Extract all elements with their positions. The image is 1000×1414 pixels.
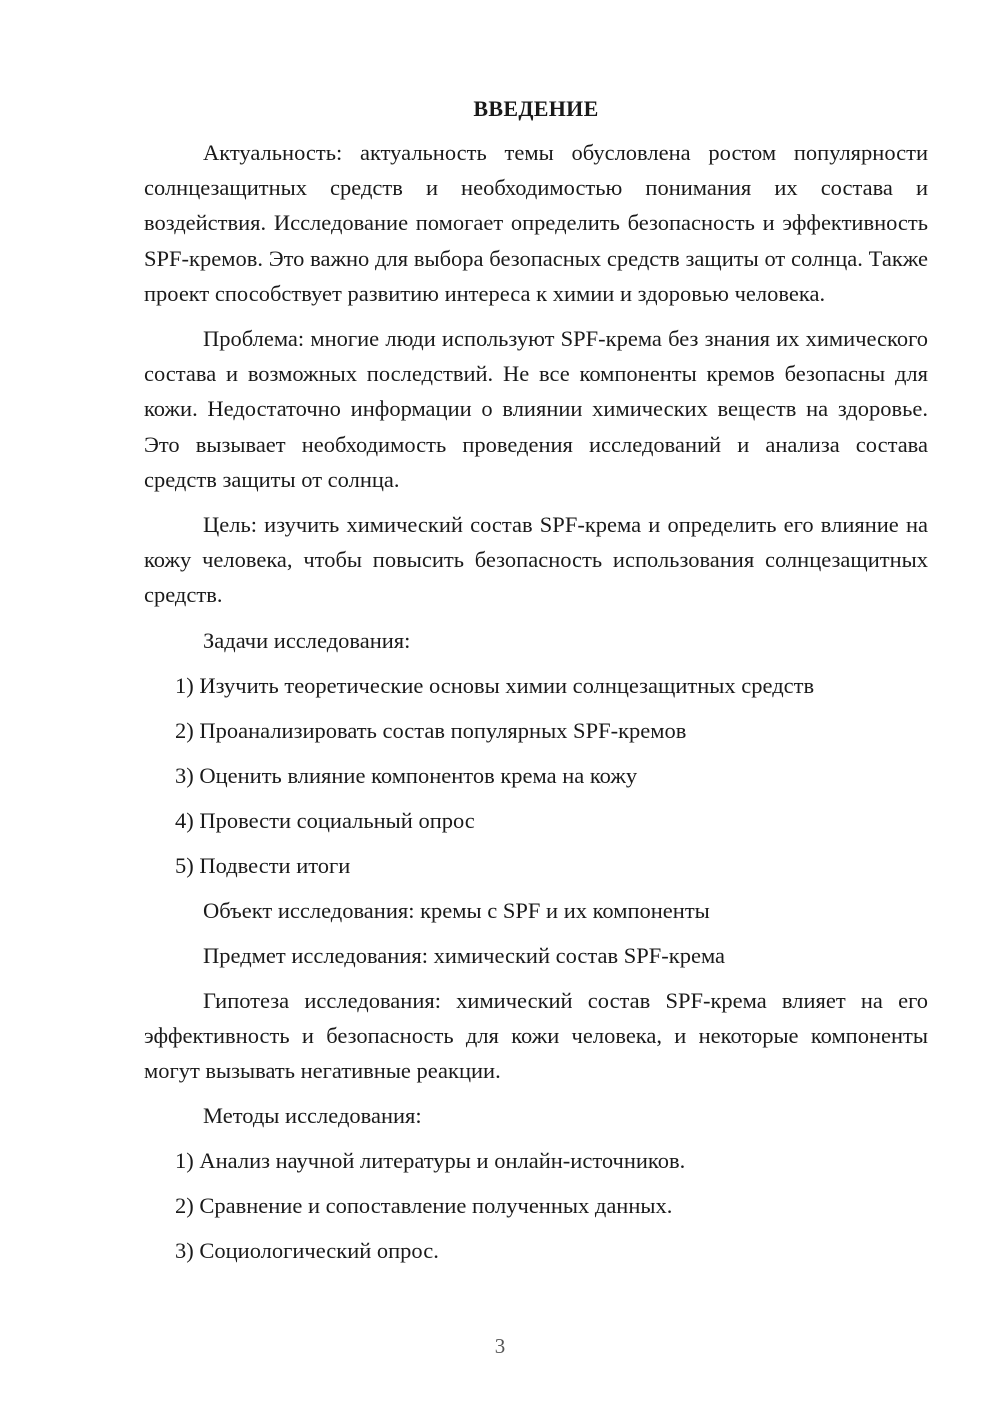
research-object: Объект исследования: кремы с SPF и их компоненты bbox=[203, 897, 710, 923]
task-item: 2) Проанализировать состав популярных SPF-кремов bbox=[175, 717, 687, 743]
research-subject: Предмет исследования: химический состав SPF-крема bbox=[203, 942, 726, 968]
page-content bbox=[144, 94, 928, 1278]
method-item: 3) Социологический опрос. bbox=[175, 1238, 439, 1264]
problem-paragraph: Проблема: многие люди используют SPF-крема без знания их химического состава и возможных последствий. Не все компоненты кремов безопасны для кожи. Недостаточно информации о влиянии химических веществ на здоровье. Это вызывает необходимость проведения исследований и анализа состава средств защиты от солнца. bbox=[144, 326, 928, 492]
page-title: ВВЕДЕНИЕ bbox=[473, 96, 599, 121]
tasks-heading: Задачи исследования: bbox=[203, 627, 411, 653]
tasks-list bbox=[144, 668, 928, 883]
task-item: 5) Подвести итоги bbox=[175, 852, 351, 878]
goal-paragraph: Цель: изучить химический состав SPF-крема и определить его влияние на кожу человека, чтобы повысить безопасность использования солнцезащитных средств. bbox=[144, 512, 928, 608]
task-item: 4) Провести социальный опрос bbox=[175, 807, 475, 833]
task-item: 1) Изучить теоретические основы химии солнцезащитных средств bbox=[175, 672, 815, 698]
methods-heading: Методы исследования: bbox=[203, 1103, 422, 1129]
hypothesis-paragraph: Гипотеза исследования: химический состав SPF-крема влияет на его эффективность и безопасность для кожи человека, и некоторые компоненты могут вызывать негативные реакции. bbox=[144, 987, 928, 1084]
method-item: 2) Сравнение и сопоставление полученных данных. bbox=[175, 1193, 673, 1219]
method-item: 1) Анализ научной литературы и онлайн-источников. bbox=[175, 1148, 686, 1174]
task-item: 3) Оценить влияние компонентов крема на кожу bbox=[175, 762, 638, 788]
relevance-paragraph: Актуальность: актуальность темы обусловлена ростом популярности солнцезащитных средств и необходимостью понимания их состава и воздействия. Исследование помогает определить безопасность и эффективность SPF-кремов. Это важно для выбора безопасных средств защиты от солнца. Также проект способствует развитию интереса к химии и здоровью человека. bbox=[144, 140, 928, 306]
page-number: 3 bbox=[494, 1334, 506, 1358]
methods-list bbox=[144, 1143, 928, 1268]
